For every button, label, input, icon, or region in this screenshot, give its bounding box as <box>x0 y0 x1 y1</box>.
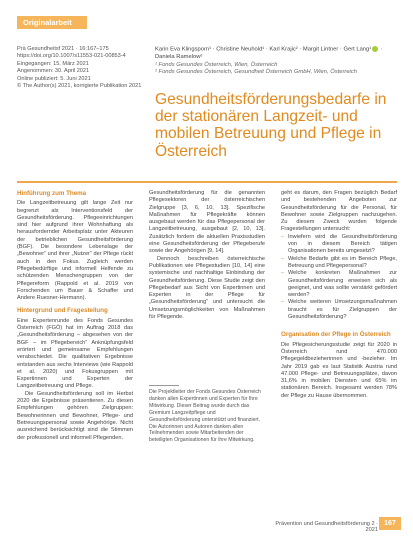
section-tag: Originalarbeit <box>17 16 87 29</box>
accepted-date: Angenommen: 30. April 2021 <box>17 68 90 75</box>
section-heading: Hinführung zum Thema <box>17 190 87 197</box>
column-2 <box>149 190 265 321</box>
journal-footer: Prävention und Gesundheitsförderung 2 · 2021 <box>275 521 378 533</box>
list-item: – Welche weiteren Umsetzungsmaßnahmen braucht es für Zielgruppen der Gesundheitsförderung? <box>281 299 397 321</box>
author-block <box>155 46 395 77</box>
footnote-divider <box>149 385 179 386</box>
paragraph: geht es darum, den Fragen bezüglich Bedarf und bestehenden Angeboten zur Gesundheitsförderung für die Personal, für Bewohner sowie Zielgruppen nachzugehen. Zu diesem Zweck wurden folgende Fragestellungen untersucht: <box>281 190 397 233</box>
divider <box>17 181 397 183</box>
list-item: – Welche konkreten Maßnahmen zur Gesundheitsförderung erweisen sich als geeignet, und was sollte verstärkt gefördert werden? <box>281 270 397 299</box>
column-3 <box>281 190 397 400</box>
footnote: Die Projektleiter der Fonds Gesundes Österreich danken allen Expertinnen und Experten für Ihre Mitwirkung. Dieser Beitrag wurde durch das Gremium Langzeitpflege und Gesundheitsförderung unterstützt und finanziert. Die Autorinnen und Autoren danken allen Teilnehmenden sowie Mitarbeitenden der beteiligten Organisationen für ihre Mitwirkung. <box>149 389 261 444</box>
paragraph: Die Gesundheitsförderung soll im Herbst 2020 die Ergebnisse präsentieren. Zu diesen Empfehlungen gehören Zielgruppen: Bewohnerinnen und Bewohner, Pflege- und Betreuungspersonal sowie Angehörige. Nicht ausreichend berücksichtigt sind die Stimmen der professionell und informell Pflegenden. <box>17 390 133 441</box>
author-list <box>155 46 395 62</box>
affiliation-2: ² Fonds Gesundes Österreich, Gesundheit Österreich GmbH, Wien, Österreich <box>155 69 357 76</box>
list-item: – Inwiefern wird die Gesundheitsförderung von in diesem Bereich tätigen Organisationen bereits umgesetzt? <box>281 234 397 256</box>
doi-link[interactable]: https://doi.org/10.1007/s11553-021-00853-4 <box>17 53 126 60</box>
page-number: 167 <box>379 517 401 530</box>
published-date: Online publiziert: 5. Juni 2021 <box>17 75 91 82</box>
question-list <box>281 234 397 322</box>
citation: Prä Gesundheitsf 2021 · 16:167–175 <box>17 46 109 52</box>
list-item: – Welche Bedarfe gibt es im Bereich Pflege, Betreuung und Pflegepersonal? <box>281 256 397 271</box>
received-date: Eingegangen: 15. März 2021 <box>17 60 89 67</box>
paragraph: Dennoch beschreiben österreichische Publikationen wie Pflegestudien [10, 14] eine systemische und nachhaltige Einbindung der Gesundheitsförderung. Diese Studie zeigt den Pflegebedarf aus Sicht von Expertinnen und Experten in der Pflege für „Gesundheitsförderung“ und untersucht die Umsetzungsmöglichkeiten von Maßnahmen für Pflegende. <box>149 255 265 321</box>
section-heading: Organisation der Pflege in Österreich <box>281 331 391 339</box>
paragraph: Die Pflegesicherungsstudie zeigt für 2020 in Österreich rund 470.000 Pflegegeldbezieherinnen und -bezieher. Im Jahr 2019 gab es laut Statistik Austria rund 47.000 Pflege- und Betreuungsplätze, davon 31,6% in mobilen Diensten und 65% im stationären Bereich. Insgesamt werden 78% der Pflege zu Hause übernommen. <box>281 341 397 399</box>
paragraph: Eine Expertenrunde des Fonds Gesundes Österreich (FGÖ) hat im Auftrag 2018 das „Gesundheitsförderung – abgesehen von der BGF – im Pflegebereich“ Anknüpfungsfeld erörtert und gemeinsame Empfehlungen verabschiedet. Die qualitativen Ergebnisse entstanden aus sechs Interviews (wie Rappold et al. 2020) und Fokusgruppen mit Expertinnen und Experten der Langzeitbetreuung und Pflege. <box>17 317 133 390</box>
paragraph: Die Langzeitbetreuung gilt lange Zeit nur begrenzt als Interventionsfeld der Gesundheitsförderung. Pflegeeinrichtungen sind hier aufgrund ihrer Wohnhaftung als herausfordernder Arbeitsplatz unter Akteuren der betrieblichen Gesundheitsförderung (BGF). Die besondere Lebenslage der „Bewohner“ und ihrer „Nutzer“ der Pflege rückt auch in den Fokus. Zugleich werden Pflegebedürftige und informell Helfende zu schützenden Menschengruppen von der Pflegereform (Rappold et al. 2019 von Forschenden um Bauer & Schaffer und Andere Ruesner-Hermann). <box>17 200 133 302</box>
article-meta <box>17 46 145 90</box>
orcid-icon[interactable] <box>372 46 378 52</box>
article-title: Gesundheitsförderungsbedarfe in der stationären Langzeit- und mobilen Betreuung und Pflege in Österreich <box>155 91 387 160</box>
affiliation-1: ¹ Fonds Gesundes Österreich, Wien, Österreich <box>155 61 278 68</box>
authors-text-2: · Daniela Ramelow² <box>155 46 383 61</box>
paragraph: Gesundheitsförderung für die genannten Pflegesektoren der österreichischen Zielgruppe [3, 6, 10, 13]. Spezifische Maßnahmen für Pflegekräfte können ausgebaut werden für das Pflegepersonal der Langzeitbetreuung, ausgebaut [2, 10, 13]. Zusätzlich fordern die aktuellen Praxisstudien eine Gesundheitsförderung der Pflegeberufe sowie der Angehörigen [9, 14]. <box>149 190 265 255</box>
column-1 <box>17 190 133 442</box>
section-heading: Hintergrund und Fragestellung <box>17 307 108 315</box>
authors-text: Karin Eva Klingsporn¹ · Christine Neuhold¹ · Karl Krajic² · Margit Lintner · Gert Lang¹ <box>155 46 372 53</box>
copyright: © The Author(s) 2021, korrigierte Publikation 2021 <box>17 83 142 90</box>
